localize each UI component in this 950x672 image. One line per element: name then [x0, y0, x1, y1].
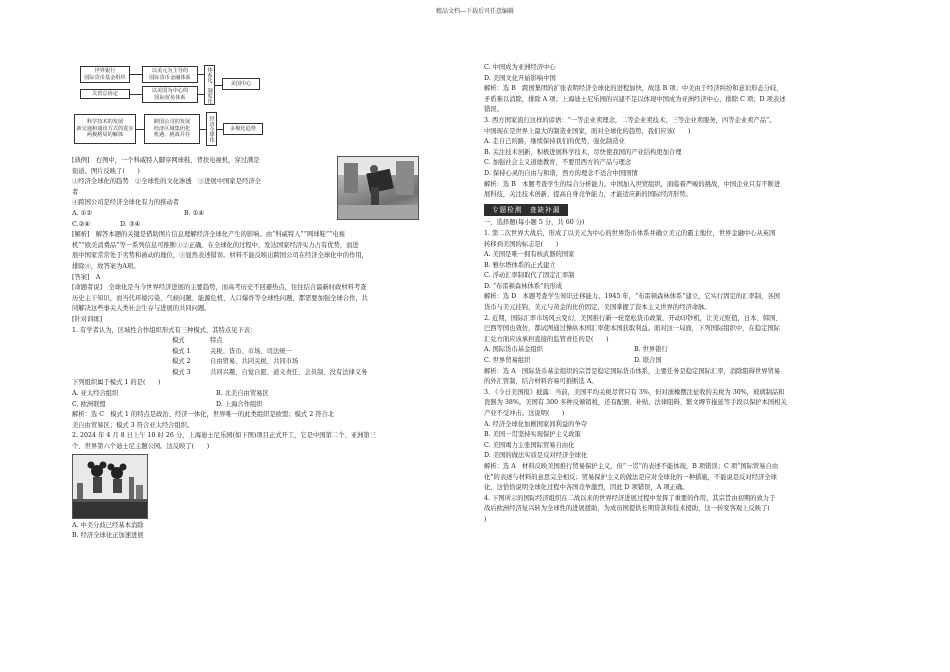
r1-option-a: A. 美国是唯一拥有核武器的国家 [484, 251, 575, 259]
option-b: B. ①④ [184, 209, 204, 217]
analysis-line-4: 排除④，故答案为A项。 [72, 262, 140, 270]
r1-solution-2: 货币与美元挂钩，美元与黄金的比价固定，美国掌握了资本主义世界的经济命脉。 [484, 304, 711, 312]
table-header-mode: 模式 [172, 337, 185, 345]
right-column [484, 63, 884, 526]
r3-option-b: B. 美国一贯坚持实现保护主义政策 [484, 431, 581, 439]
q3-option-a: A. 走自己的路，继续保持我们的优势，强化制造业 [484, 138, 625, 146]
q1-question: 下列组织属于模式 1 的是( ) [72, 379, 161, 387]
q1-option-d: D. 上海合作组织 [216, 400, 263, 408]
r2-stem-3: 汇兑方面应该承担直接的监管责任的是( ) [484, 335, 609, 343]
r2-option-c: C. 世界贸易组织 [484, 357, 531, 365]
r4-stem-2: 战后欧洲经济复兴转为全球性的进展援助，为成员国提供长期贷款和技术援助，这一转变客观上反映了( [484, 505, 770, 513]
q2-solution-2: 矛盾难以消除，排除 A 项；上海迪士尼乐园的兴建不足以体现中国成为亚洲经济中心，排除 C 项；D 项表述 [484, 95, 786, 103]
table-cell: 模式 2 [172, 358, 191, 366]
commentary-line-1: [命题者说] 全球化是当今世界经济进展的主要趋势，而高考历史不回避热点，往往结合最新时政材料考查 [72, 284, 367, 292]
commentary-line-3: 同解决这些事关人类社会生存与进展的共同问题。 [72, 305, 211, 313]
q2-option-a: A. 中美分歧已经基本消除 [72, 521, 144, 529]
q2-stem-2: 个、世界第六个迪士尼主题公园。这反映了( ) [72, 443, 210, 451]
q2-option-d: D. 美国文化开始影响中国 [484, 74, 556, 82]
r1-option-b: B. 雅尔塔体系的正式建立 [484, 261, 556, 269]
q1-solution-2: 美自由贸易区；模式 3 符合亚太经合组织。 [72, 421, 194, 429]
r1-stem-2: 转移到美国的标志是( ) [484, 240, 559, 248]
r3-option-c: C. 美国竭力主张国际贸易自由化 [484, 441, 575, 449]
r3-solution-1: 解析：选 A 材料反映美国推行贸易保护主义，但“一贯”的表述不能体现，B 项错误；C 项“国际贸易自由 [484, 462, 779, 470]
q3-option-d: D. 保持心灵的自由与和谐，西方的理念不适合中国国情 [484, 169, 638, 177]
q2-stem-1: 2. 2024 年 4 月 8 日上午 10 时 26 分，上海迪士尼乐园(如下图)项目正式开工，它是中国第二个、亚洲第三 [72, 432, 376, 440]
flow-box-multipolar: 多极化趋势 [223, 123, 263, 135]
r3-solution-2: 化”的表述与材料的意思完全相反；贸易保护主义的做法是应对全球化的一种措施，不能说是反对经济全球 [484, 473, 777, 481]
r3-stem-2: 瓷器为 38%。美国有 300 多种反倾销税，还有配额、补贴、法律阻碍、繁文缛节拖延等手段以保护本国相关 [484, 399, 787, 407]
q3-solution-1: 解析：选 B 本题考查学生的综合分析能力。中国加入世贸组织，面临着严峻的挑战，中国企业只有不断进 [484, 180, 781, 188]
r2-stem-1: 2. 近期，国际汇率市场风云变幻，美国推行新一轮宽松货币政策，开动印钞机，让美元贬值，日本、韩国、 [484, 314, 782, 322]
flow-box-institutionalized: 体系化、制度化 [204, 65, 215, 105]
q2-solution-1: 解析：选 B 跨国集团的扩张表明经济全球化的进程加快，故选 B 项；中美由于经济纠纷和意识形态分歧， [484, 85, 783, 93]
flow-box-us-trade-system: 以美国为中心的 国际贸易体系 [142, 86, 198, 103]
r2-option-a: A. 国际货币基金组织 [484, 346, 543, 354]
flow-box-gatt: 关贸总协定 [80, 89, 130, 99]
r2-stem-2: 巴西等国也效仿，都试图通过操纵本国汇率使本国获取利益。面对这一局面，下列国际组织中，在稳定国际 [484, 325, 780, 333]
option-c: C.②④ [72, 220, 90, 228]
flow-box-multinationals: 跨国公司的发展 经济区域集团化 机遇、挑战并存 [144, 114, 200, 144]
section-heading: 一、选择题(每小题 5 分，共 60 分) [484, 219, 585, 227]
q3-stem-1: 3. 西方国家流行这样的谚语：“一等企业卖理念，二等企业卖技术，三等企业卖服务，四等企业卖产品”。 [484, 116, 776, 124]
table-cell: 模式 1 [172, 347, 191, 355]
example-line-3: ①经济全球化的趋势 ②全球性的文化渗透 ③进展中国家是经济全 [72, 178, 261, 186]
table-cell: 自由贸易、共同关税、共同市场 [210, 358, 299, 366]
left-column [72, 62, 470, 542]
r1-option-c: C. 浮动汇率制取代了固定汇率制 [484, 272, 575, 280]
example-line-1: [典例] 右图中，一个科威特人脚穿网球鞋，背扶电视机，穿过满是 [72, 157, 260, 164]
r1-solution-1: 解析：选 D 本题考查学生知识迁移能力。1945 年，“布雷顿森林体系”建立，它实行固定的汇率制，各国 [484, 293, 780, 301]
flow-box-tech-development: 科学技术的发展 新交通和通讯方式的进步 两极格局的解体 [74, 114, 136, 144]
r2-solution-2: 的外汇管制，结合材料容易可推断选 A。 [484, 378, 598, 386]
q2-option-c: C. 中国成为亚洲经济中心 [484, 64, 556, 71]
page-header: 精品文档---下载后可任意编辑 [435, 8, 515, 15]
r2-option-d: D. 联合国 [634, 357, 662, 365]
table-header-feature: 特点 [210, 337, 223, 345]
analysis-line-2: 机”“欧美消费品”等一系列信息可推断①②正确。在全球化的过程中，发达国家经济实力占有优势，而进 [72, 241, 359, 249]
q3-stem-2: 中国现在是世界上最大的制造业国家，面对全球化的趋势，我们应该( ) [484, 127, 691, 135]
q1-stem: 1. 有学者认为，区域性合作组织形式有三种模式，其特点见下表： [72, 326, 257, 334]
q1-option-a: A. 亚太经合组织 [72, 390, 119, 398]
r3-option-a: A. 经济全球化加剧国家间利益的争夺 [484, 420, 588, 428]
table-cell: 共同兴趣、自觉自愿、道义责任、会员制、没有法律义务 [210, 368, 368, 376]
r3-option-d: D. 美国的做法实质是反对经济全球化 [484, 452, 588, 460]
r1-option-d: D. “布雷顿森林体系”的形成 [484, 282, 563, 290]
q1-option-b: B. 北美自由贸易区 [216, 390, 269, 398]
q3-option-c: C. 加强社会主义道德教育，不要用西方的产品与理念 [484, 159, 632, 167]
example-line-5: ④跨国公司是经济全球化有力的推动者 [72, 199, 180, 207]
section-banner: 专题检测 查缺补漏 [484, 204, 568, 217]
q1-solution-1: 解析：选 C 模式 1 的特点是政治、经济一体化，世界唯一的此类组织是欧盟；模式 2 符合北 [72, 411, 335, 419]
q2-option-b: B. 经济全球化正加速进展 [72, 532, 144, 540]
option-a: A. ①② [72, 209, 92, 217]
example-line-4: 者 [72, 188, 79, 196]
r1-stem-1: 1. 第二次世界大战后，形成了以美元为中心的世界货币体系并确立美元的霸主地位，世界金融中心从英国 [484, 229, 776, 237]
q1-option-c: C. 欧洲联盟 [72, 400, 106, 408]
r3-stem-3: 产业不受冲击。这说明( ) [484, 410, 565, 417]
analysis-line-3: 展中国家常常处于劣势和被动的地位，③显然表述错误。材料不能反映出跨国公司在经济全球化中的作用， [72, 252, 368, 260]
example-block [72, 156, 470, 230]
commentary-line-2: 历史主干知识，而当代环境污染、气候问题、能源危机、人口爆炸等全球性问题，都需要加强全球合作，共 [72, 294, 368, 302]
flow-box-us-center: 美国中心 [222, 78, 260, 90]
flow-box-dollar-system: 以美元为主导的 国际货币金融体系 [142, 66, 198, 83]
disney-photo [72, 454, 148, 519]
analysis-line-1: [解析] 解答本题的关键是借助图片信息理解经济全球化产生的影响。由“科威特人”“网球鞋”“电视 [72, 231, 345, 239]
flow-box-world-bank-imf: 世界银行 国际货币基金组织 [80, 66, 130, 83]
flow-box-globalization: 经济全球化 [206, 112, 217, 146]
flow-diagram [72, 62, 332, 156]
mode-table [72, 336, 470, 378]
table-cell: 模式 3 [172, 368, 191, 376]
r4-stem-3: ) [484, 515, 487, 523]
example-line-2: 街道。图片反映了( ) [72, 167, 140, 175]
q2-solution-3: 错误。 [484, 106, 503, 114]
r4-stem-1: 4. 下图所示的国际经济组织在二战以来的世界经济进展过程中发挥了重要的作用，其宗旨由初期的致力于 [484, 494, 776, 502]
r2-option-b: B. 世界银行 [634, 346, 668, 354]
r3-stem-1: 3. 《今日美国报》披露：当前，美国平均关税尽管只有 3%，但对滚橡摆注征收的关税为 30%，玻璃制品和 [484, 388, 785, 396]
answer-line: [答案] A [72, 273, 101, 281]
training-heading: [针对训练] [72, 315, 103, 323]
option-d: D. ③④ [120, 220, 141, 228]
q3-option-b: B. 关注技术创新，积极进展科学技术，尽快使我国的产业结构更加合理 [484, 148, 682, 156]
kuwait-street-photo [337, 156, 419, 220]
q3-solution-2: 展科技，关注技术创新，提高自身竞争能力，才能适应新的国际经济形势。 [484, 191, 692, 199]
table-cell: 关税、货币、市场、司法统一 [210, 347, 292, 355]
r3-solution-3: 化，这恰恰说明全球化过程中各国竞争激烈，因此 D 项错误，A 项正确。 [484, 484, 689, 492]
r2-solution-1: 解析：选 A 国际货币基金组织的宗旨是稳定国际货币体系，主要任务是稳定国际汇率，消除阻碍世界贸易 [484, 367, 781, 375]
